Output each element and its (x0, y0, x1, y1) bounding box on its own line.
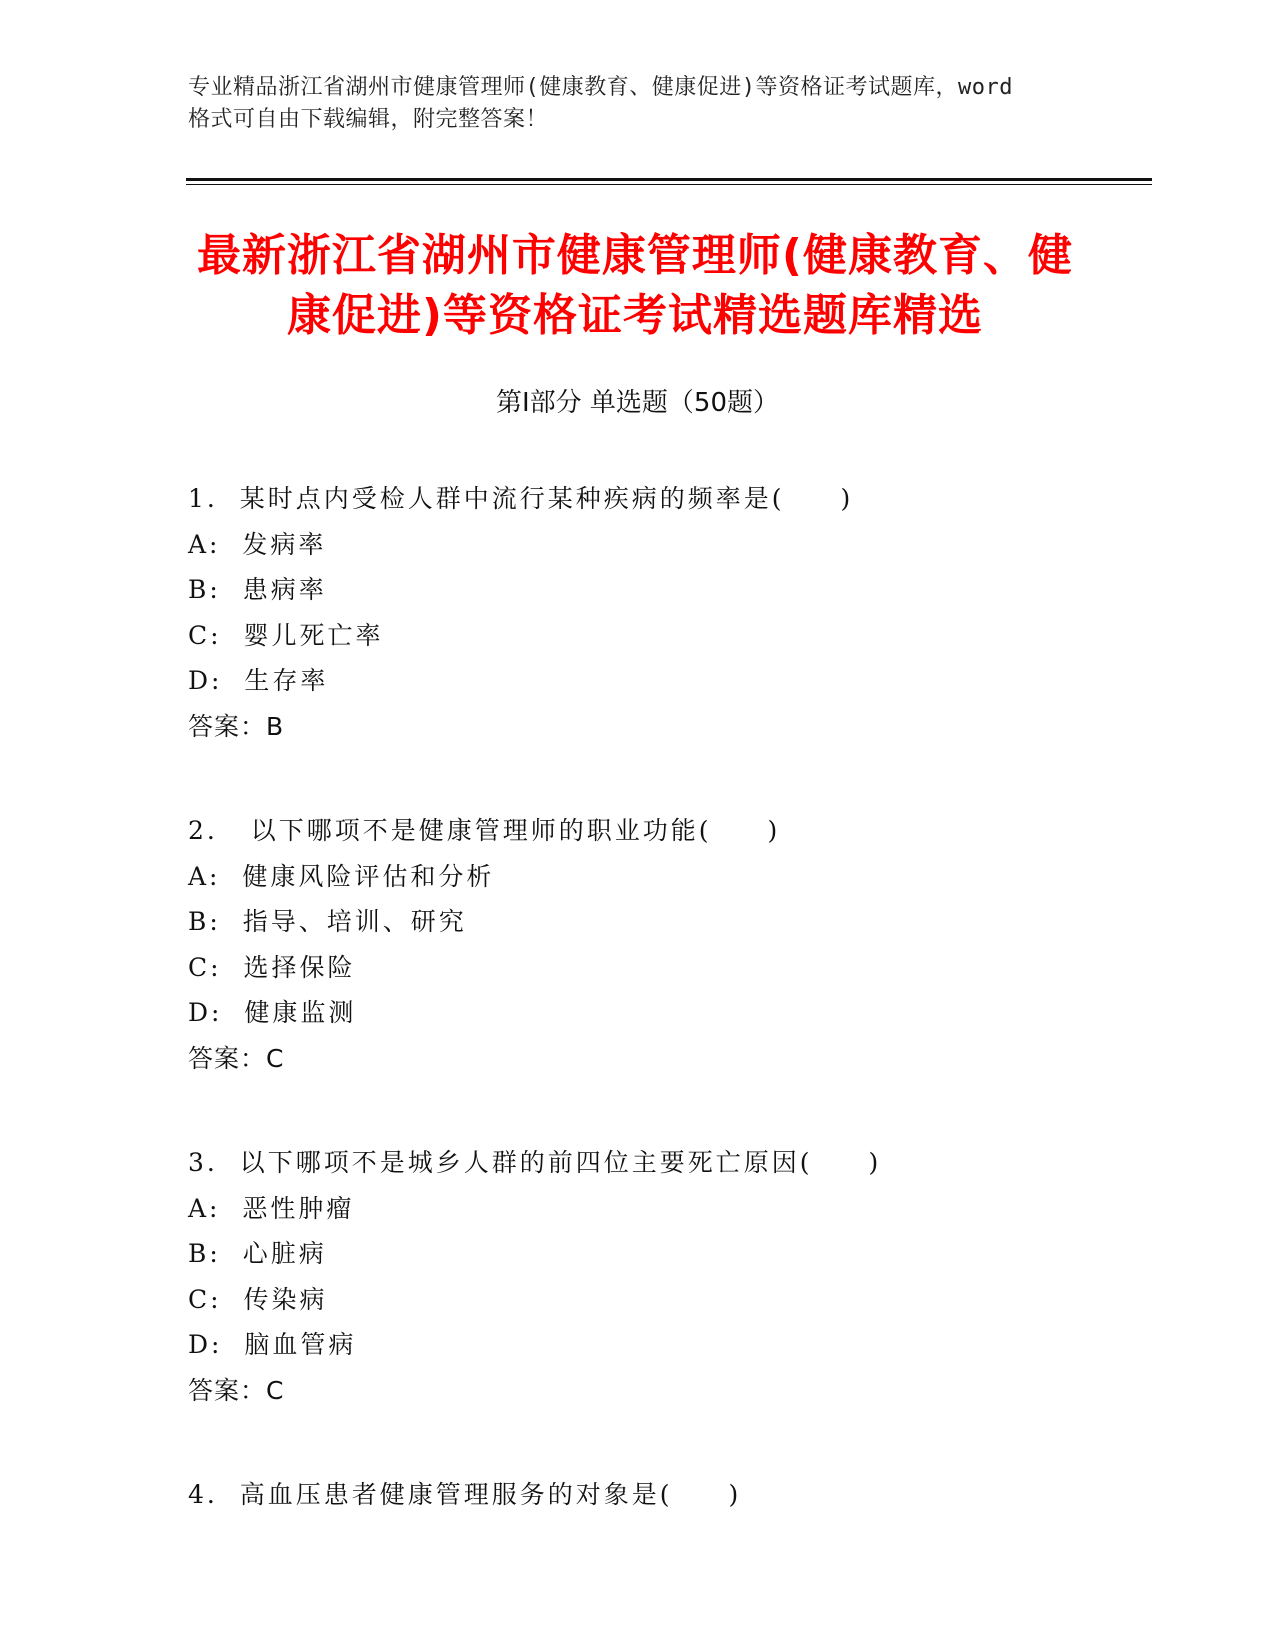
header-rule-thin (186, 184, 1152, 185)
option-a: A: 健康风险评估和分析 (188, 861, 495, 891)
option-c: C: 选择保险 (188, 952, 356, 982)
option-c: C: 传染病 (188, 1284, 328, 1314)
question-3 (188, 1140, 1138, 1413)
question-2 (188, 808, 1138, 1081)
option-d: D: 生存率 (188, 666, 329, 695)
option-b: B: 心脏病 (188, 1239, 327, 1268)
answer-line: 答案：C (188, 1043, 285, 1073)
header-note-line-1: 专业精品浙江省湖州市健康管理师(健康教育、健康促进)等资格证考试题库，word (188, 75, 1013, 100)
header-note (188, 72, 1088, 136)
header-note-line-2: 格式可自由下载编辑，附完整答案！ (188, 107, 549, 132)
header-rule-thick (186, 178, 1152, 181)
answer-line: 答案：C (188, 1375, 285, 1405)
document-title-line-2: 康促进)等资格证考试精选题库精选 (286, 290, 984, 341)
question-list (188, 476, 1138, 1577)
option-b: B: 指导、培训、研究 (188, 907, 467, 936)
option-c: C: 婴儿死亡率 (188, 620, 384, 650)
option-d: D: 健康监测 (188, 998, 357, 1027)
section-heading: 第Ⅰ部分 单选题（50题） (495, 388, 780, 418)
option-a: A: 发病率 (188, 529, 327, 559)
answer-line: 答案：B (188, 711, 285, 741)
question-stem: 3. 以下哪项不是城乡人群的前四位主要死亡原因( ) (188, 1148, 882, 1177)
document-title-line-1: 最新浙江省湖州市健康管理师(健康教育、健 (196, 230, 1074, 281)
option-d: D: 脑血管病 (188, 1330, 357, 1359)
question-stem: 4. 高血压患者健康管理服务的对象是( ) (188, 1480, 742, 1509)
question-stem: 2. 以下哪项不是健康管理师的职业功能( ) (188, 816, 781, 845)
question-1 (188, 476, 1138, 749)
option-b: B: 患病率 (188, 575, 327, 604)
option-a: A: 恶性肿瘤 (188, 1193, 355, 1223)
document-title (170, 226, 1100, 346)
question-4 (188, 1472, 1138, 1518)
question-stem: 1. 某时点内受检人群中流行某种疾病的频率是( ) (188, 484, 854, 513)
